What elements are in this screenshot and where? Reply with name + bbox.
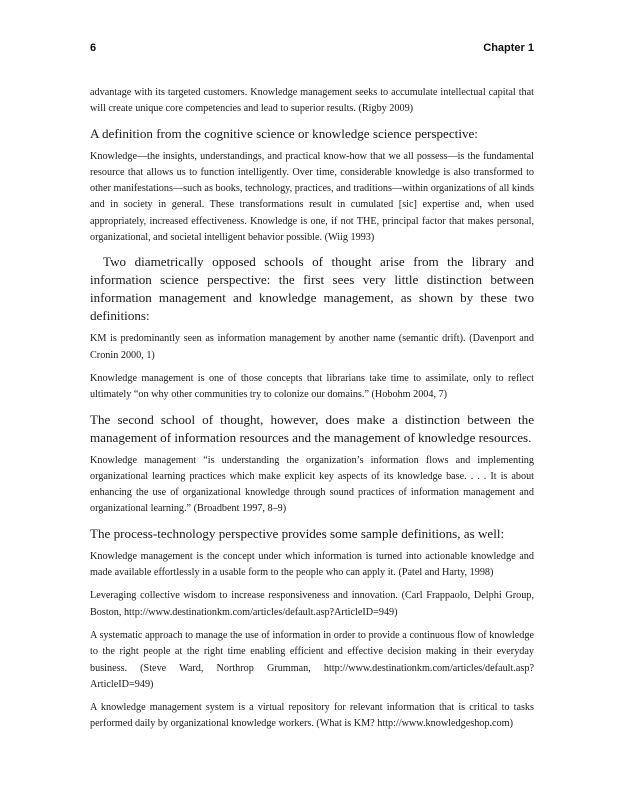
quote-ward: A systematic approach to manage the use of information in order to provide a continuous flow of knowledge to the right people at the right time enabling efficient and effective decision making in their everyday business. (Steve Ward, Northrop Grumman, http://www.destinationkm.com/articles/default.asp?ArticleID=949) — [90, 629, 534, 690]
quote-rigby: advantage with its targeted customers. Knowledge management seeks to accumulate intellectual capital that will create unique core competencies and lead to superior results. (Rigby 2009) — [90, 87, 534, 115]
quote-what-is-km: A knowledge management system is a virtual repository for relevant information that is critical to tasks performed daily by organizational knowledge workers. (What is KM? http://www.knowledgeshop.com) — [90, 702, 534, 730]
page-number: 6 — [90, 42, 97, 54]
quote-davenport-cronin: KM is predominantly seen as information management by another name (semantic drift). (Davenport and Cronin 2000, 1) — [90, 333, 534, 361]
body-text — [90, 85, 534, 740]
paragraph-process-technology: The process-technology perspective provides some sample definitions, as well: — [90, 525, 505, 541]
quote-wiig: Knowledge—the insights, understandings, and practical know-how that we all possess—is the fundamental resource that allows us to function intelligently. Over time, considerable knowledge is also transformed to other manifestations—such as books, technology, practices, and traditions—within organizations of all kinds and in society in general. These transformations result in cumulated [sic] expertise and, when used appropriately, increased effectiveness. Knowledge is one, if not THE, principal factor that makes personal, organizational, and societal intelligent behavior possible. (Wiig 1993) — [90, 150, 534, 244]
chapter-label: Chapter 1 — [483, 42, 534, 54]
running-header — [90, 42, 534, 54]
quote-broadbent: Knowledge management “is understanding the organization’s information flows and implementing organizational learning practices which make explicit key aspects of its knowledge base. . . . It is about enhancing the use of organizational knowledge through sound practices of information management and organizational learning.” (Broadbent 1997, 8–9) — [90, 454, 534, 515]
paragraph-second-school: The second school of thought, however, does make a distinction between the management of information resources and the management of knowledge resources. — [90, 411, 534, 445]
quote-patel-harty: Knowledge management is the concept under which information is turned into actionable knowledge and made available effortlessly in a usable form to the people who can apply it. (Patel and Harty, 1998) — [90, 550, 534, 579]
quote-frappaolo: Leveraging collective wisdom to increase responsiveness and innovation. (Carl Frappaolo, Delphi Group, Boston, http://www.destinationkm.com/articles/default.asp?ArticleID=949) — [90, 590, 534, 618]
paragraph-two-schools: Two diametrically opposed schools of thought arise from the library and information science perspective: the first sees very little distinction between information management and knowledge management, as shown by these two definitions: — [90, 254, 534, 324]
quote-hobohm: Knowledge management is one of those concepts that librarians take time to assimilate, only to reflect ultimately “on why other communities try to colonize our domains.” (Hobohm 2004, 7) — [90, 372, 534, 401]
paragraph-cognitive-perspective: A definition from the cognitive science or knowledge science perspective: — [90, 125, 478, 141]
